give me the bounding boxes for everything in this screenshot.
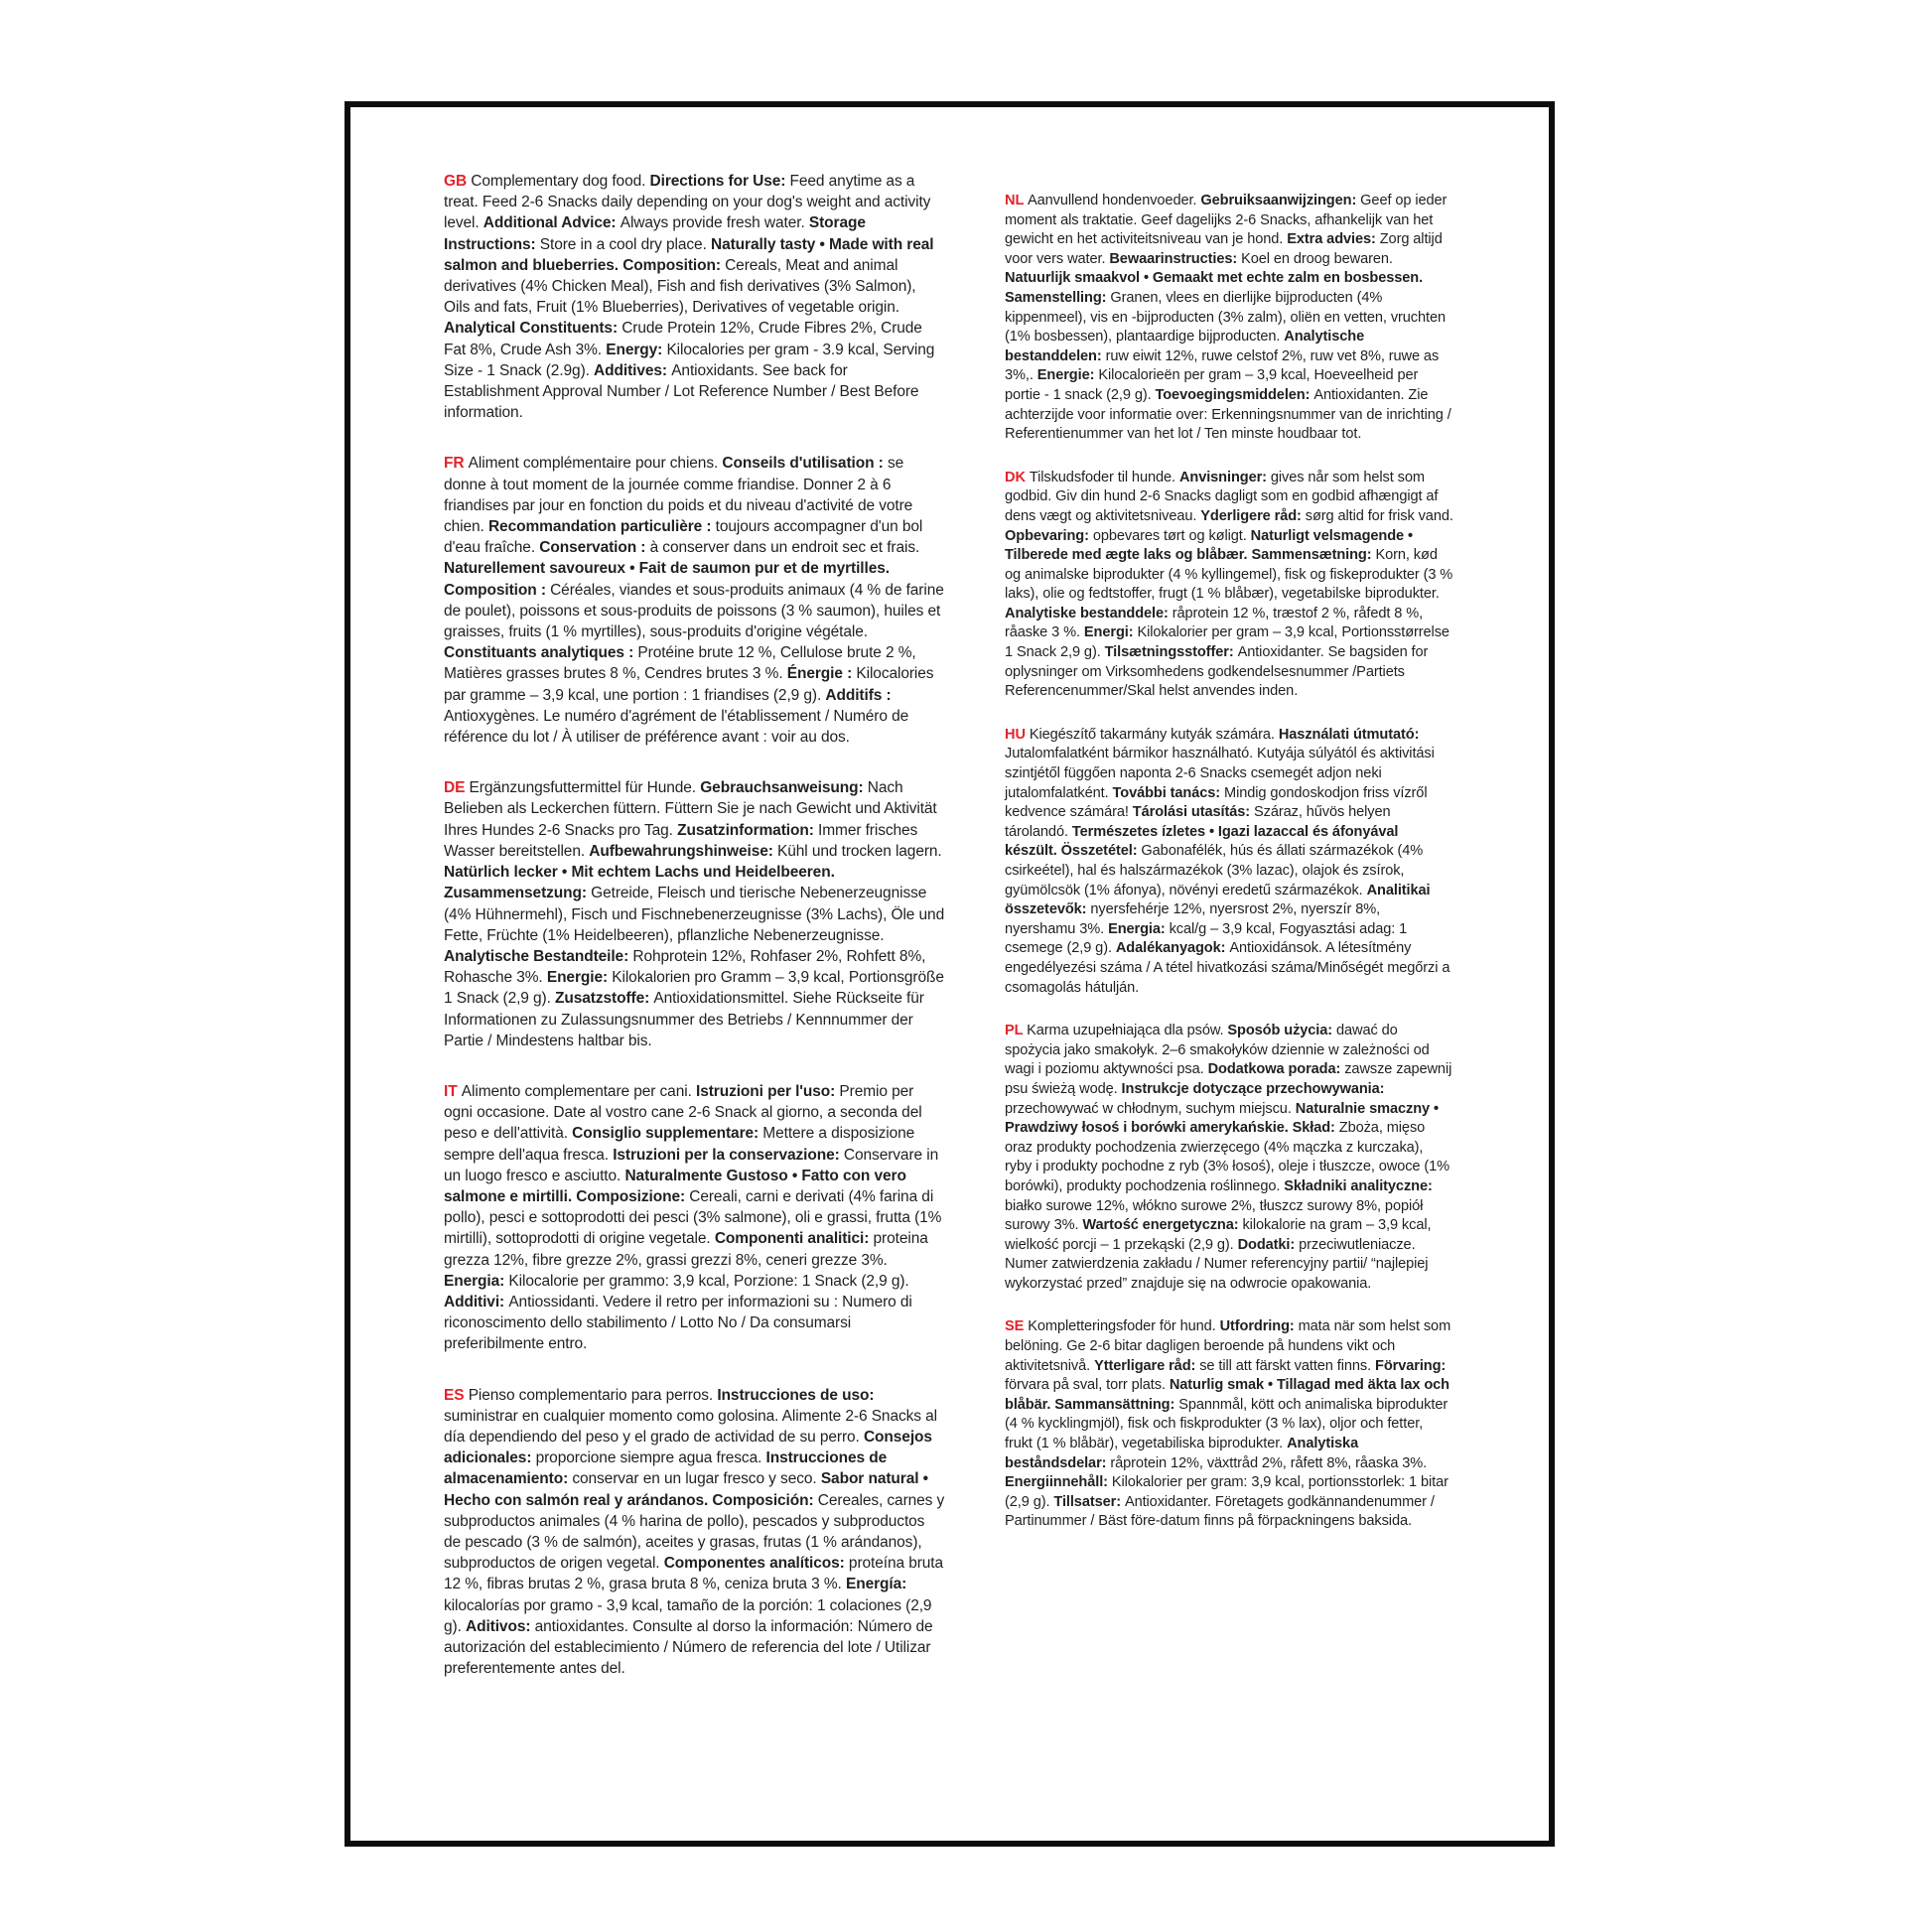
body-text: Kompletteringsfoder för hund. bbox=[1028, 1318, 1220, 1335]
inline-heading: Énergie : bbox=[786, 665, 857, 683]
inline-heading: Ytterligare råd: bbox=[1094, 1357, 1200, 1374]
body-text: kilokalorie na gram – 3,9 kcal, wielkość porcji – 1 przekąski (2,9 g). bbox=[1005, 1217, 1432, 1253]
body-text: kilocalorías por gramo - 3,9 kcal, tamaño de la porción: 1 colaciones (2,9 g). bbox=[444, 1596, 932, 1635]
inline-heading: Tárolási utasítás: bbox=[1132, 804, 1254, 821]
inline-heading: Recommandation particulière : bbox=[487, 518, 716, 536]
body-text: Kilocalories per gram - 3.9 kcal, Serving Size - 1 Snack (2.9g). bbox=[444, 341, 935, 379]
section-it bbox=[444, 1081, 945, 1355]
body-text: Getreide, Fleisch und tierische Nebenerzeugnisse (4% Hühnermehl), Fisch und Fischnebenerzeugnisse (3% Lachs), Öle und Fette, Früchte (1% Heidelbeeren), pflanzliche Nebenerzeugnisse. bbox=[444, 885, 945, 944]
body-text: à conserver dans un endroit sec et frais. bbox=[649, 539, 920, 557]
inline-heading: Toevoegingsmiddelen: bbox=[1155, 386, 1314, 403]
inline-heading: További tanács: bbox=[1112, 784, 1225, 801]
inline-heading: Zusatzstoffe: bbox=[555, 990, 654, 1008]
section-nl bbox=[1005, 192, 1453, 445]
body-text: toujours accompagner d'un bol d'eau fraîche. bbox=[444, 518, 923, 557]
inline-heading: Energia: bbox=[1108, 920, 1170, 937]
inline-heading: Storage Instructions: bbox=[444, 214, 866, 253]
inline-heading: Analytische bestanddelen: bbox=[1005, 329, 1365, 364]
inline-heading: Gebruiksaanwijzingen: bbox=[1200, 193, 1361, 208]
body-text: Alimento complementare per cani. bbox=[461, 1082, 696, 1100]
body-text: Premio per ogni occasione. Date al vostro cane 2-6 Snack al giorno, a seconda del peso e dell'attività. bbox=[444, 1082, 922, 1143]
body-text: Complementary dog food. bbox=[471, 173, 650, 190]
body-text: Kilocalories par gramme – 3,9 kcal, une portion : 1 friandises (2,9 g). bbox=[444, 665, 934, 704]
body-text: Feed anytime as a treat. Feed 2-6 Snacks daily depending on your dog's weight and activity level. bbox=[444, 173, 931, 232]
body-text: kcal/g – 3,9 kcal, Fogyasztási adag: 1 csemege (2,9 g). bbox=[1005, 920, 1408, 957]
body-text: Aanvullend hondenvoeder. bbox=[1027, 193, 1201, 208]
body-text: mata när som helst som belöning. Ge 2-6 bitar dagligen beroende på hundens vikt och aktivitetsnivå. bbox=[1005, 1318, 1451, 1374]
inline-heading: Energía: bbox=[845, 1576, 907, 1593]
inline-heading: Componentes analíticos: bbox=[663, 1555, 849, 1573]
body-text: Antioxidánsok. A létesítmény engedélyezési száma / A tétel hivatkozási száma/Minőségét megőrzi a csomagolás hátulján. bbox=[1005, 940, 1450, 996]
body-text: Antioxidants. See back for Establishment Approval Number / Lot Reference Number / Best Before information. bbox=[444, 361, 919, 422]
inline-heading: Additives: bbox=[594, 361, 672, 379]
inline-heading: Componenti analitici: bbox=[714, 1230, 874, 1248]
section-gb bbox=[444, 171, 945, 423]
inline-heading: Tilsætningsstoffer: bbox=[1104, 644, 1238, 661]
inline-heading: Istruzioni per l'uso: bbox=[695, 1082, 840, 1100]
body-text: antioxidantes. Consulte al dorso la información: Número de autorización del establecimiento / Número de referencia del lote / Utilizar preferentemente antes del. bbox=[444, 1617, 933, 1678]
body-text: Kilokalorien pro Gramm – 3,9 kcal, Portionsgröße 1 Snack (2,9 g). bbox=[444, 969, 944, 1008]
inline-heading: Naturally tasty • Made with real salmon and blueberries. Composition: bbox=[444, 235, 934, 274]
body-text: Antioxidanter. Företagets godkännandenummer / Partinummer / Bäst före-datum finns på förpackningens baksida. bbox=[1005, 1493, 1435, 1530]
inline-heading: Adalékanyagok: bbox=[1115, 940, 1230, 957]
language-code-pl: PL bbox=[1005, 1023, 1028, 1039]
section-se bbox=[1005, 1317, 1453, 1532]
inline-heading: Energie: bbox=[1036, 367, 1099, 384]
inline-heading: Energiinnehåll: bbox=[1005, 1474, 1112, 1491]
body-text: Karma uzupełniająca dla psów. bbox=[1027, 1023, 1228, 1039]
inline-heading: Conseils d'utilisation : bbox=[722, 455, 888, 473]
inline-heading: Analytical Constituents: bbox=[444, 320, 622, 338]
body-text: Tilskudsfoder til hunde. bbox=[1029, 469, 1179, 485]
inline-heading: Sabor natural • Hecho con salmón real y arándanos. Composición: bbox=[444, 1470, 928, 1509]
inline-heading: Használati útmutató: bbox=[1278, 726, 1420, 743]
body-text: Zboża, mięso oraz produkty pochodzenia zwierzęcego (4% mączka z kurczaka), ryby i produkty pochodne z ryb (3% łosoś), oleje i tłuszcze, owoce (1% borówki), produkty pochodzenia roślinnego. bbox=[1005, 1120, 1450, 1194]
body-text: przeciwutleniacze. Numer zatwierdzenia zakładu / Numer referencyjny partii/ “najlepiej wykorzystać przed” znajduje się na odwrocie opakowania. bbox=[1005, 1236, 1429, 1292]
inline-heading: Extra advies: bbox=[1287, 231, 1380, 248]
inline-heading: Additivi: bbox=[444, 1293, 509, 1311]
inline-heading: Tillsatser: bbox=[1053, 1493, 1125, 1510]
inline-heading: Instrucciones de uso: bbox=[717, 1386, 875, 1404]
body-text: Gabonafélék, hús és állati származékok (4% csirkeétel), hal és halszármazékok (3% lazac), olajok és zsírok, gyümölcsök (1% áfonya), növényi eredetű származékok. bbox=[1005, 843, 1424, 898]
inline-heading: Składniki analityczne: bbox=[1284, 1177, 1433, 1194]
language-code-de: DE bbox=[444, 779, 470, 797]
body-text: Korn, kød og animalske biprodukter (4 % kyllingemel), fisk og fiskeprodukter (3 % laks), olie og fedtstoffer, frugt (1 % blåbær), vegetabilske biprodukter. bbox=[1005, 547, 1453, 603]
language-code-hu: HU bbox=[1005, 726, 1030, 743]
body-text: se till att färskt vatten finns. bbox=[1199, 1357, 1375, 1374]
body-text: Rohprotein 12%, Rohfaser 2%, Rohfett 8%, Rohasche 3%. bbox=[444, 947, 926, 987]
section-pl bbox=[1005, 1022, 1453, 1294]
inline-heading: Utfordring: bbox=[1219, 1318, 1299, 1335]
inline-heading: Naturellement savoureux • Fait de saumon pur et de myrtilles. Composition : bbox=[444, 560, 890, 599]
body-text: sørg altid for frisk vand. bbox=[1305, 507, 1453, 524]
body-text: Nach Belieben als Leckerchen füttern. Füttern Sie je nach Gewicht und Aktivität Ihres Hundes 2-6 Snacks pro Tag. bbox=[444, 779, 937, 839]
body-text: Antioxidanten. Zie achterzijde voor informatie over: Erkenningsnummer van de inrichting / Referentienummer van het lot / Ten minste houdbaar tot. bbox=[1005, 386, 1451, 443]
inline-heading: Consiglio supplementare: bbox=[572, 1125, 763, 1143]
inline-heading: Istruzioni per la conservazione: bbox=[613, 1146, 844, 1164]
body-text: Céréales, viandes et sous-produits animaux (4 % de farine de poulet), poissons et sous-produits de poissons (3 % saumon), huiles et graisses, fruits (1 % myrtilles), sous-produits d'origine végétale. bbox=[444, 581, 944, 641]
body-text: suministrar en cualquier momento como golosina. Alimente 2-6 Snacks al día dependiendo del peso y el grado de actividad de su perro. bbox=[444, 1407, 937, 1446]
section-dk bbox=[1005, 469, 1453, 702]
inline-heading: Gebrauchsanweisung: bbox=[700, 779, 868, 797]
inline-heading: Constituants analytiques : bbox=[444, 644, 638, 662]
inline-heading: Sposób użycia: bbox=[1227, 1023, 1336, 1039]
inline-heading: Analytische Bestandteile: bbox=[444, 947, 633, 965]
body-text: Cereali, carni e derivati (4% farina di pollo), pesci e sottoprodotti dei pesci (3% salmone), oli e grassi, frutta (1% mirtilli), sottoprodotti di origine vegetale. bbox=[444, 1187, 942, 1248]
language-code-nl: NL bbox=[1005, 193, 1028, 208]
body-text: przechowywać w chłodnym, suchym miejscu. bbox=[1005, 1100, 1296, 1117]
body-text: Aliment complémentaire pour chiens. bbox=[468, 455, 723, 473]
body-text: Crude Protein 12%, Crude Fibres 2%, Crude Fat 8%, Crude Ash 3%. bbox=[444, 320, 922, 358]
inline-heading: Consejos adicionales: bbox=[444, 1428, 932, 1467]
inline-heading: Aufbewahrungshinweise: bbox=[589, 842, 778, 860]
section-de bbox=[444, 777, 945, 1051]
section-hu bbox=[1005, 726, 1453, 998]
language-code-se: SE bbox=[1005, 1318, 1029, 1335]
body-text: se donne à tout moment de la journée comme friandise. Donner 2 à 6 friandises par jour en fonction du poids et du niveau d'activité de votre chien. bbox=[444, 455, 913, 536]
body-text: Zorg altijd voor vers water. bbox=[1005, 231, 1443, 267]
body-text: Geef op ieder moment als traktatie. Geef dagelijks 2-6 Snacks, afhankelijk van het gewicht en het activiteitsniveau van je hond. bbox=[1005, 193, 1448, 248]
body-text: råprotein 12 %, træstof 2 %, råfedt 8 %, råaske 3 %. bbox=[1005, 605, 1424, 641]
body-text: Granen, vlees en dierlijke bijproducten (4% kippenmeel), vis en -bijproducten (3% zalm), oliën en vetten, vruchten (1% bosbessen), plantaardige bijproducten. bbox=[1005, 289, 1447, 345]
body-text: Száraz, hűvös helyen tárolandó. bbox=[1005, 804, 1391, 840]
body-text: Protéine brute 12 %, Cellulose brute 2 %, Matières grasses brutes 8 %, Cendres brutes 3 %. bbox=[444, 644, 916, 683]
inline-heading: Energie: bbox=[546, 969, 613, 987]
inline-heading: Aditivos: bbox=[466, 1617, 535, 1635]
body-text: nyersfehérje 12%, nyersrost 2%, nyerszír 8%, nyershamu 3%. bbox=[1005, 901, 1381, 937]
body-text: Kiegészítő takarmány kutyák számára. bbox=[1029, 726, 1279, 743]
body-text: Jutalomfalatként bármikor használható. Kutyája súlyától és aktivitási szintjétől függően naponta 2-6 Snacks csemegét adjon neki jutalomfalatként. bbox=[1005, 746, 1435, 801]
inline-heading: Naturalmente Gustoso • Fatto con vero salmone e mirtilli. Composizione: bbox=[444, 1167, 906, 1205]
body-text: Mindig gondoskodjon friss vízről kedvence számára! bbox=[1005, 784, 1428, 821]
left-column bbox=[444, 171, 945, 1709]
body-text: proporcione siempre agua fresca. bbox=[535, 1449, 766, 1467]
inline-heading: Naturligt velsmagende • Tilberede med ægte laks og blåbær. Sammensætning: bbox=[1005, 527, 1414, 564]
body-text: Kilocalorie per grammo: 3,9 kcal, Porzione: 1 Snack (2,9 g). bbox=[508, 1272, 909, 1290]
body-text: Immer frisches Wasser bereitstellen. bbox=[444, 821, 918, 860]
body-text: zawsze zapewnij psu świeżą wodę. bbox=[1005, 1061, 1452, 1097]
inline-heading: Additifs : bbox=[825, 686, 892, 704]
body-text: råprotein 12%, växttråd 2%, råfett 8%, råaska 3%. bbox=[1110, 1454, 1428, 1471]
inline-heading: Naturalnie smaczny • Prawdziwy łosoś i borówki amerykańskie. Skład: bbox=[1005, 1100, 1439, 1137]
inline-heading: Wartość energetyczna: bbox=[1082, 1217, 1243, 1234]
inline-heading: Természetes ízletes • Igazi lazaccal és áfonyával készült. Összetétel: bbox=[1005, 823, 1399, 860]
inline-heading: Opbevaring: bbox=[1005, 527, 1093, 544]
body-text: Kilocalorieën per gram – 3,9 kcal, Hoeveelheid per portie - 1 snack (2,9 g). bbox=[1005, 367, 1419, 403]
body-text: Spannmål, kött och animaliska biprodukter (4 % kycklingmjöl), fisk och fiskprodukter (3 % lax), oljor och fetter, frukt (1 % blåbär), vegetabiliska biprodukter. bbox=[1005, 1396, 1449, 1452]
inline-heading: Energi: bbox=[1083, 624, 1138, 641]
language-code-es: ES bbox=[444, 1386, 469, 1404]
inline-heading: Instrucciones de almacenamiento: bbox=[444, 1449, 888, 1488]
body-text: Antioxidanter. Se bagsiden for oplysninger om Virksomhedens godkendelsesnummer /Partiets Referencenummer/Skal helst anvendes inden. bbox=[1005, 644, 1429, 700]
inline-heading: Conservation : bbox=[539, 539, 650, 557]
inline-heading: Instrukcje dotyczące przechowywania: bbox=[1121, 1080, 1385, 1097]
inline-heading: Naturlig smak • Tillagad med äkta lax och blåbär. Sammansättning: bbox=[1005, 1377, 1449, 1413]
inline-heading: Analytiska beståndsdelar: bbox=[1005, 1436, 1359, 1471]
inline-heading: Energia: bbox=[444, 1272, 509, 1290]
language-code-it: IT bbox=[444, 1082, 462, 1100]
inline-heading: Dodatki: bbox=[1237, 1236, 1300, 1253]
inline-heading: Directions for Use: bbox=[649, 173, 790, 190]
inline-heading: Dodatkowa porada: bbox=[1207, 1061, 1345, 1078]
inline-heading: Energy: bbox=[606, 341, 667, 358]
inline-heading: Yderligere råd: bbox=[1200, 507, 1306, 524]
body-text: conservar en un lugar fresco y seco. bbox=[572, 1470, 821, 1488]
inline-heading: Anvisninger: bbox=[1178, 469, 1271, 485]
inline-heading: Additional Advice: bbox=[483, 214, 621, 232]
body-text: Koel en droog bewaren. bbox=[1241, 250, 1393, 267]
body-text: białko surowe 12%, włókno surowe 2%, tłuszcz surowy 8%, popiół surowy 3%. bbox=[1005, 1197, 1424, 1234]
body-text: Store in a cool dry place. bbox=[539, 235, 711, 253]
body-text: Kilokalorier per gram – 3,9 kcal, Portionsstørrelse 1 Snack 2,9 g). bbox=[1005, 624, 1449, 661]
language-code-fr: FR bbox=[444, 455, 469, 473]
language-code-dk: DK bbox=[1005, 469, 1030, 485]
inline-heading: Zusatzinformation: bbox=[677, 821, 818, 839]
inline-heading: Bewaarinstructies: bbox=[1109, 250, 1242, 267]
language-code-gb: GB bbox=[444, 173, 472, 190]
body-text: Cereales, carnes y subproductos animales (4 % harina de pollo), pescados y subproductos de pescado (3 % de salmón), aceites y grasas, frutas (1 % arándanos), subproductos de origen vegetal. bbox=[444, 1491, 945, 1573]
body-text: Kühl und trocken lagern. bbox=[777, 842, 942, 860]
body-text: förvara på sval, torr plats. bbox=[1005, 1377, 1170, 1394]
body-text: Pienso complementario para perros. bbox=[468, 1386, 718, 1404]
inline-heading: Natuurlijk smaakvol • Gemaakt met echte zalm en bosbessen. Samenstelling: bbox=[1005, 270, 1424, 306]
body-text: Antiossidanti. Vedere il retro per informazioni su : Numero di riconoscimento dello stabilimento / Lotto No / Da consumarsi preferibilmente entro. bbox=[444, 1293, 912, 1353]
body-text: dawać do spożycia jako smakołyk. 2–6 smakołyków dziennie w zależności od wagi i poziomu aktywności psa. bbox=[1005, 1023, 1430, 1078]
body-text: Cereals, Meat and animal derivatives (4% Chicken Meal), Fish and fish derivatives (3% Salmon), Oils and fats, Fruit (1% Blueberries), Derivatives of vegetable origin. bbox=[444, 256, 916, 317]
body-text: opbevares tørt og køligt. bbox=[1092, 527, 1251, 544]
inline-heading: Natürlich lecker • Mit echtem Lachs und Heidelbeeren. Zusammensetzung: bbox=[444, 864, 835, 902]
body-text: proteína bruta 12 %, fibras brutas 2 %, grasa bruta 8 %, ceniza bruta 3 %. bbox=[444, 1555, 944, 1593]
body-text: Mettere a disposizione sempre dell'aqua fresca. bbox=[444, 1125, 915, 1164]
inline-heading: Förvaring: bbox=[1375, 1357, 1447, 1374]
body-text: proteina grezza 12%, fibre grezze 2%, grassi grezzi 8%, ceneri grezze 3%. bbox=[444, 1230, 928, 1269]
body-text: gives når som helst som godbid. Giv din hund 2-6 Snacks dagligt som en godbid afhængigt af dens vægt og aktivitetsniveau. bbox=[1005, 469, 1439, 524]
section-es bbox=[444, 1385, 945, 1680]
body-text: Ergänzungsfuttermittel für Hunde. bbox=[469, 779, 701, 797]
right-column bbox=[1005, 192, 1453, 1556]
body-text: Antioxidationsmittel. Siehe Rückseite für Informationen zu Zulassungsnummer des Betriebs / Kennnummer der Partie / Mindestens haltbar bis. bbox=[444, 990, 924, 1049]
body-text: ruw eiwit 12%, ruwe celstof 2%, ruw vet 8%, ruwe as 3%,. bbox=[1005, 347, 1440, 384]
body-text: Antioxygènes. Le numéro d'agrément de l'établissement / Numéro de référence du lot / À utiliser de préférence avant : voir au dos. bbox=[444, 707, 909, 747]
body-text: Always provide fresh water. bbox=[620, 214, 809, 232]
inline-heading: Analytiske bestanddele: bbox=[1005, 605, 1173, 621]
inline-heading: Analitikai összetevők: bbox=[1005, 882, 1431, 918]
body-text: Conservare in un luogo fresco e asciutto. bbox=[444, 1146, 939, 1184]
body-text: Kilokalorier per gram: 3,9 kcal, portionsstorlek: 1 bitar (2,9 g). bbox=[1005, 1474, 1449, 1510]
section-fr bbox=[444, 453, 945, 748]
